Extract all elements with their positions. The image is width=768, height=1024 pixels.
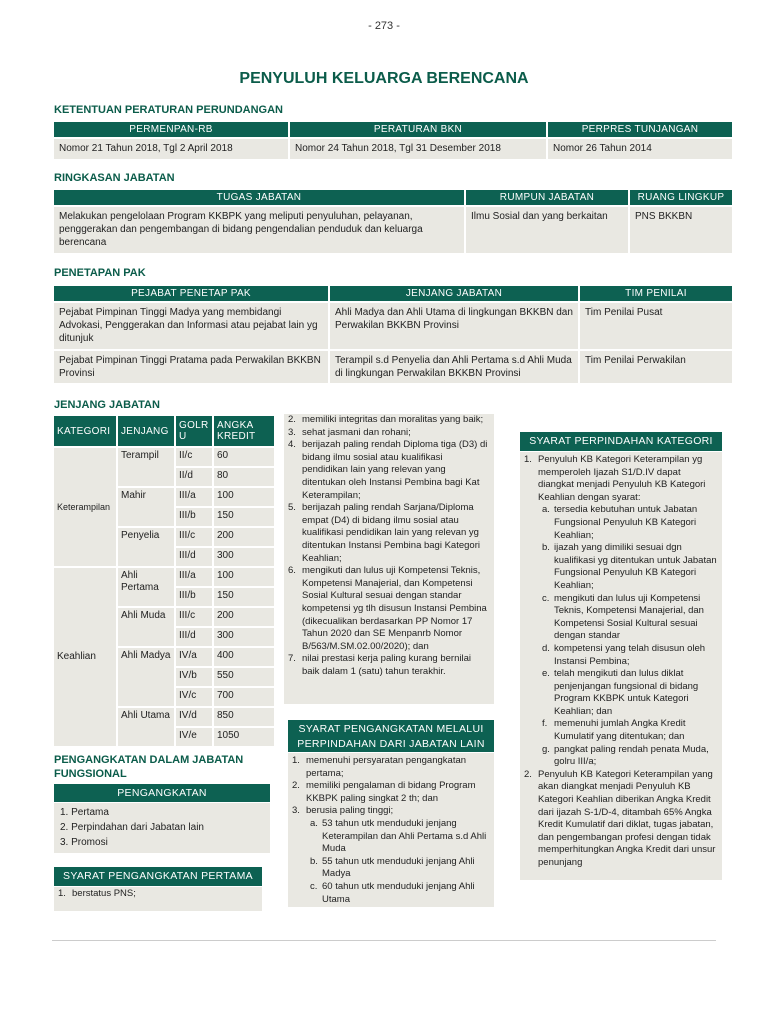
ketentuan-cell: Nomor 21 Tahun 2018, Tgl 2 April 2018 bbox=[54, 139, 288, 159]
ringkasan-cell: Melakukan pengelolaan Program KKBPK yang meliputi penyuluhan, pelayanan, penggerakan dan pengembangan di bidang pengendalian penduduk dan keluarga berencana bbox=[54, 207, 464, 253]
syarat-item bbox=[292, 755, 490, 780]
item-text: nilai prestasi kerja paling kurang bernilai baik dalam 1 (satu) tahun terakhir. bbox=[302, 653, 471, 677]
golru-cell: IV/e bbox=[176, 728, 212, 746]
syarat-subitem bbox=[538, 668, 718, 718]
syarat-item bbox=[288, 439, 490, 502]
item-text: berstatus PNS; bbox=[72, 888, 136, 899]
item-text: memenuhi jumlah Angka Kredit Kumulatif yang ditentukan; dan bbox=[554, 718, 686, 743]
jenjang-level: Ahli Pertama bbox=[118, 568, 174, 606]
ringkasan-header: RUMPUN JABATAN bbox=[466, 190, 628, 205]
golru-cell: III/b bbox=[176, 508, 212, 526]
ringkasan-heading: RINGKASAN JABATAN bbox=[54, 172, 175, 184]
page-number: - 273 - bbox=[368, 20, 400, 32]
syarat-pertama-box-1 bbox=[54, 887, 262, 911]
item-text: memenuhi persyaratan pengangkatan pertama; bbox=[306, 755, 467, 779]
ketentuan-cell: Nomor 26 Tahun 2014 bbox=[548, 139, 732, 159]
syarat-subitem bbox=[306, 856, 490, 881]
item-text: memiliki pengalaman di bidang Program KKBPK paling singkat 2 th; dan bbox=[306, 780, 476, 804]
golru-cell: IV/c bbox=[176, 688, 212, 706]
syarat-item bbox=[288, 565, 490, 653]
ringkasan-cell: PNS BKKBN bbox=[630, 207, 732, 253]
ketentuan-table bbox=[52, 120, 734, 161]
jenjang-level: Mahir bbox=[118, 488, 174, 526]
item-number: c. bbox=[542, 592, 550, 604]
pengangkatan-box bbox=[54, 803, 270, 853]
penetapan-cell: Pejabat Pimpinan Tinggi Pratama pada Perwakilan BKKBN Provinsi bbox=[54, 351, 328, 383]
kredit-cell: 150 bbox=[214, 508, 274, 526]
jenjang-level: Ahli Madya bbox=[118, 648, 174, 706]
syarat-perpindahan-jabatan-header: SYARAT PENGANGKATAN MELALUI PERPINDAHAN DARI JABATAN LAIN bbox=[288, 720, 494, 752]
item-number: b. bbox=[542, 542, 550, 554]
item-number: 1. bbox=[58, 888, 66, 899]
penetapan-cell: Tim Penilai Perwakilan bbox=[580, 351, 732, 383]
syarat-subitem bbox=[538, 593, 718, 643]
kredit-cell: 100 bbox=[214, 488, 274, 506]
ketentuan-header: PERATURAN BKN bbox=[290, 122, 546, 137]
item-number: a. bbox=[542, 504, 550, 516]
pengangkatan-item: 1. Pertama bbox=[60, 807, 109, 818]
golru-cell: III/b bbox=[176, 588, 212, 606]
item-text: pangkat paling rendah penata Muda, golru III/a; bbox=[554, 743, 709, 768]
golru-cell: III/d bbox=[176, 628, 212, 646]
syarat-item bbox=[288, 653, 490, 678]
ketentuan-header: PERMENPAN-RB bbox=[54, 122, 288, 137]
item-number: 2. bbox=[292, 780, 300, 792]
item-text: sehat jasmani dan rohani; bbox=[302, 426, 411, 438]
page-title: PENYULUH KELUARGA BERENCANA bbox=[239, 70, 529, 87]
syarat-subitem bbox=[306, 881, 490, 906]
penetapan-header: JENJANG JABATAN bbox=[330, 286, 578, 301]
item-number: c. bbox=[310, 880, 318, 892]
item-number: d. bbox=[542, 642, 550, 654]
item-number: f. bbox=[542, 718, 548, 730]
kredit-cell: 300 bbox=[214, 628, 274, 646]
golru-cell: III/c bbox=[176, 528, 212, 546]
item-text: mengikuti dan lulus uji Kompetensi Teknis, Kompetensi Manajerial, dan Kompetensi Sosial Kultural sesuai dengan standar kompetensi yg tlh disusun Instansi Pembina (dikecualikan berdasarkan PP Nomor 17 Tahun 2020 dan SE Menpanrb Nomor B/563/M.SM.02.00/2020); dan bbox=[302, 565, 487, 652]
golru-cell: IV/b bbox=[176, 668, 212, 686]
pengangkatan-box-header: PENGANGKATAN bbox=[54, 784, 270, 802]
penetapan-cell: Pejabat Pimpinan Tinggi Madya yang membidangi Advokasi, Penggerakan dan Informasi atau pejabat lain yg ditunjuk bbox=[54, 303, 328, 349]
syarat-subitem bbox=[538, 718, 718, 743]
ketentuan-heading: KETENTUAN PERATURAN PERUNDANGAN bbox=[54, 104, 283, 116]
jenjang-header: JENJANG bbox=[118, 416, 174, 446]
syarat-item bbox=[524, 769, 718, 870]
syarat-perpindahan-kategori-box bbox=[520, 452, 722, 880]
item-text: 60 tahun utk menduduki jenjang Ahli Utama bbox=[322, 880, 475, 905]
item-text: kompetensi yang telah disusun oleh Instansi Pembina; bbox=[554, 642, 706, 667]
category-keterampilan: Keterampilan bbox=[54, 448, 116, 566]
penetapan-cell: Terampil s.d Penyelia dan Ahli Pertama s.d Ahli Muda di lingkungan Perwakilan BKKBN Provinsi bbox=[330, 351, 578, 383]
syarat-pertama-header: SYARAT PENGANGKATAN PERTAMA bbox=[54, 867, 262, 886]
ringkasan-header: TUGAS JABATAN bbox=[54, 190, 464, 205]
jenjang-header: ANGKA KREDIT bbox=[214, 416, 274, 446]
penetapan-cell: Tim Penilai Pusat bbox=[580, 303, 732, 349]
kredit-cell: 200 bbox=[214, 528, 274, 546]
syarat-item bbox=[288, 427, 490, 440]
jenjang-level: Ahli Utama bbox=[118, 708, 174, 746]
kredit-cell: 200 bbox=[214, 608, 274, 626]
syarat-subitem bbox=[306, 818, 490, 856]
item-text: berijazah paling rendah Sarjana/Diploma empat (D4) di bidang ilmu sosial atau kualifikasi pendidikan lain yang relevan yg ditentukan Instansi Pembina bagi Kategori Keahlian; bbox=[302, 502, 480, 564]
syarat-subitem bbox=[538, 504, 718, 542]
item-number: 1. bbox=[524, 454, 532, 465]
item-text: ijazah yang dimiliki sesuai dgn kualifikasi yg ditentukan untuk Jabatan Fungsional Penyuluh KB Kategori Keahlian; bbox=[554, 542, 717, 591]
kredit-cell: 850 bbox=[214, 708, 274, 726]
syarat-perpindahan-jabatan-box bbox=[288, 753, 494, 907]
jenjang-table bbox=[52, 414, 276, 748]
ketentuan-header: PERPRES TUNJANGAN bbox=[548, 122, 732, 137]
golru-cell: IV/d bbox=[176, 708, 212, 726]
penetapan-header: PEJABAT PENETAP PAK bbox=[54, 286, 328, 301]
item-number: 3. bbox=[292, 805, 300, 817]
kredit-cell: 100 bbox=[214, 568, 274, 586]
kredit-cell: 550 bbox=[214, 668, 274, 686]
kredit-cell: 300 bbox=[214, 548, 274, 566]
syarat-item bbox=[292, 805, 490, 906]
item-text: mengikuti dan lulus uji Kompetensi Teknis, Kompetensi Manajerial, dan Kompetensi Sosial Kultural sesuai dengan standar bbox=[554, 592, 704, 642]
item-text: berusia paling tinggi; bbox=[306, 805, 394, 817]
item-number: 2. bbox=[288, 414, 296, 425]
syarat-item bbox=[58, 888, 258, 901]
syarat-subitem bbox=[538, 542, 718, 592]
golru-cell: II/d bbox=[176, 468, 212, 486]
item-number: 7. bbox=[288, 653, 296, 665]
item-text: berijazah paling rendah Diploma tiga (D3) di bidang ilmu sosial atau kualifikasi pendidikan lain yang relevan yang ditentukan oleh Instansi Pembina bagi Kat Keterampilan; bbox=[302, 439, 488, 501]
footer-divider bbox=[52, 940, 716, 941]
kredit-cell: 700 bbox=[214, 688, 274, 706]
jenjang-header: KATEGORI bbox=[54, 416, 116, 446]
syarat-item bbox=[292, 780, 490, 805]
kredit-cell: 150 bbox=[214, 588, 274, 606]
kredit-cell: 1050 bbox=[214, 728, 274, 746]
syarat-subitem bbox=[538, 643, 718, 668]
item-text: memiliki integritas dan moralitas yang baik; bbox=[302, 414, 484, 425]
jenjang-level: Ahli Muda bbox=[118, 608, 174, 646]
penetapan-heading: PENETAPAN PAK bbox=[54, 267, 146, 279]
ringkasan-table bbox=[52, 188, 734, 255]
pengangkatan-item: 2. Perpindahan dari Jabatan lain bbox=[60, 822, 204, 833]
syarat-perpindahan-kategori-header: SYARAT PERPINDAHAN KATEGORI bbox=[520, 432, 722, 451]
syarat-item bbox=[288, 414, 490, 427]
item-number: g. bbox=[542, 743, 550, 755]
item-number: 2. bbox=[524, 768, 532, 780]
item-text: 55 tahun utk menduduki jenjang Ahli Madya bbox=[322, 855, 475, 880]
penetapan-header: TIM PENILAI bbox=[580, 286, 732, 301]
item-text: Penyuluh KB Kategori Keterampilan yang akan diangkat menjadi Penyuluh KB Kategori Keahlian diberikan Angka Kredit dari ijazah S-1/D-4, ditambah 65% Angka Kredit Kumulatif dari diklat, tugas jabatan, dan pengembangan profesi dengan tidak memperhitungkan Angka Kredit dari unsur penunjang bbox=[538, 768, 716, 868]
kredit-cell: 60 bbox=[214, 448, 274, 466]
item-number: 4. bbox=[288, 439, 296, 451]
ringkasan-header: RUANG LINGKUP bbox=[630, 190, 732, 205]
item-text: telah mengikuti dan lulus diklat penjenjangan fungsional di bidang Program KKBPK untuk Kategori Keahlian; dan bbox=[554, 668, 699, 717]
jenjang-header: GOLR U bbox=[176, 416, 212, 446]
golru-cell: III/d bbox=[176, 548, 212, 566]
ketentuan-cell: Nomor 24 Tahun 2018, Tgl 31 Desember 2018 bbox=[290, 139, 546, 159]
jenjang-level: Penyelia bbox=[118, 528, 174, 566]
golru-cell: III/c bbox=[176, 608, 212, 626]
kredit-cell: 400 bbox=[214, 648, 274, 666]
item-number: 5. bbox=[288, 502, 296, 514]
jenjang-heading: JENJANG JABATAN bbox=[54, 399, 160, 411]
kredit-cell: 80 bbox=[214, 468, 274, 486]
ringkasan-cell: Ilmu Sosial dan yang berkaitan bbox=[466, 207, 628, 253]
syarat-pertama-box-2 bbox=[284, 414, 494, 704]
item-text: tersedia kebutuhan untuk Jabatan Fungsional Penyuluh KB Kategori Keahlian; bbox=[554, 504, 698, 541]
golru-cell: III/a bbox=[176, 488, 212, 506]
golru-cell: IV/a bbox=[176, 648, 212, 666]
item-number: e. bbox=[542, 668, 550, 680]
golru-cell: II/c bbox=[176, 448, 212, 466]
golru-cell: III/a bbox=[176, 568, 212, 586]
pengangkatan-heading: PENGANGKATAN DALAM JABATAN FUNGSIONAL bbox=[54, 754, 244, 780]
syarat-subitem bbox=[538, 744, 718, 769]
category-keahlian: Keahlian bbox=[54, 568, 116, 746]
penetapan-table bbox=[52, 284, 734, 385]
item-number: a. bbox=[310, 817, 318, 829]
item-text: Penyuluh KB Kategori Keterampilan yg memperoleh Ijazah S1/D.IV dapat diangkat menjadi Penyuluh KB Kategori Keahlian dengan syarat: bbox=[538, 454, 706, 503]
item-number: 1. bbox=[292, 755, 300, 766]
syarat-item bbox=[288, 502, 490, 565]
item-number: 6. bbox=[288, 565, 296, 577]
jenjang-level: Terampil bbox=[118, 448, 174, 486]
item-number: b. bbox=[310, 855, 318, 867]
item-number: 3. bbox=[288, 426, 296, 438]
item-text: 53 tahun utk menduduki jenjang Keterampilan dan Ahli Pertama s.d Ahli Muda bbox=[322, 817, 487, 855]
penetapan-cell: Ahli Madya dan Ahli Utama di lingkungan BKKBN dan Perwakilan BKKBN Provinsi bbox=[330, 303, 578, 349]
pengangkatan-item: 3. Promosi bbox=[60, 837, 108, 848]
syarat-item bbox=[524, 454, 718, 769]
